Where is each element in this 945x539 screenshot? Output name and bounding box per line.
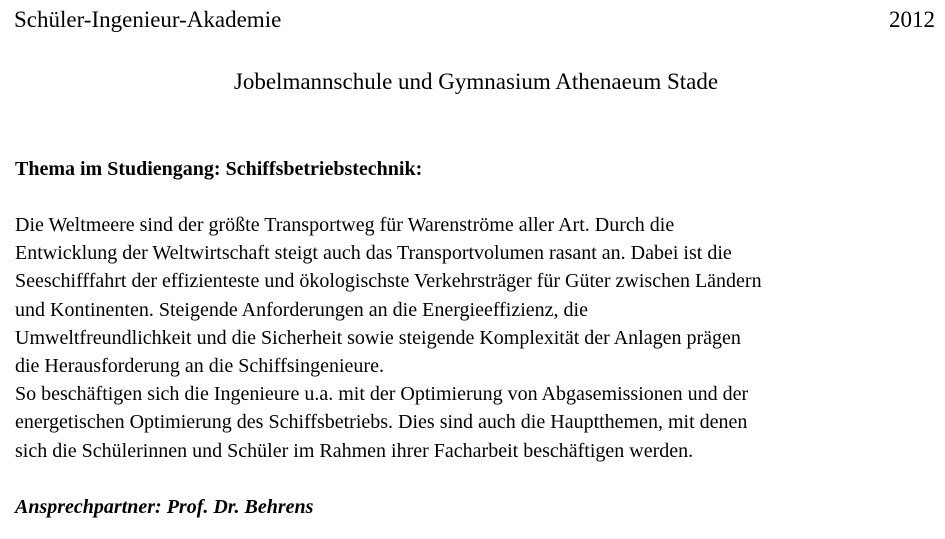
body-line: die Herausforderung an die Schiffsingenieure. xyxy=(15,355,384,378)
body-line: Seeschifffahrt der effizienteste und ökologischste Verkehrsträger für Güter zwischen Ländern xyxy=(15,270,762,293)
body-line: Entwicklung der Weltwirtschaft steigt auch das Transportvolumen rasant an. Dabei ist die xyxy=(15,242,732,265)
body-line: energetischen Optimierung des Schiffsbetriebs. Dies sind auch die Hauptthemen, mit denen xyxy=(15,411,748,434)
body-line: und Kontinenten. Steigende Anforderungen an die Energieeffizienz, die xyxy=(15,298,588,321)
body-line: Umweltfreundlichkeit und die Sicherheit sowie steigende Komplexität der Anlagen prägen xyxy=(15,326,741,349)
body-line: sich die Schülerinnen und Schüler im Rahmen ihrer Facharbeit beschäftigen werden. xyxy=(15,439,694,462)
topic-heading: Thema im Studiengang: Schiffsbetriebstechnik: xyxy=(15,158,423,180)
contact-person: Ansprechpartner: Prof. Dr. Behrens xyxy=(15,496,314,518)
body-line: So beschäftigen sich die Ingenieure u.a. mit der Optimierung von Abgasemissionen und der xyxy=(15,383,749,406)
document-title: Schüler-Ingenieur-Akademie xyxy=(14,7,282,32)
body-paragraph xyxy=(15,211,940,465)
document-year: 2012 xyxy=(889,7,935,32)
body-line: Die Weltmeere sind der größte Transportweg für Warenströme aller Art. Durch die xyxy=(15,214,675,236)
school-names: Jobelmannschule und Gymnasium Athenaeum Stade xyxy=(233,69,719,94)
